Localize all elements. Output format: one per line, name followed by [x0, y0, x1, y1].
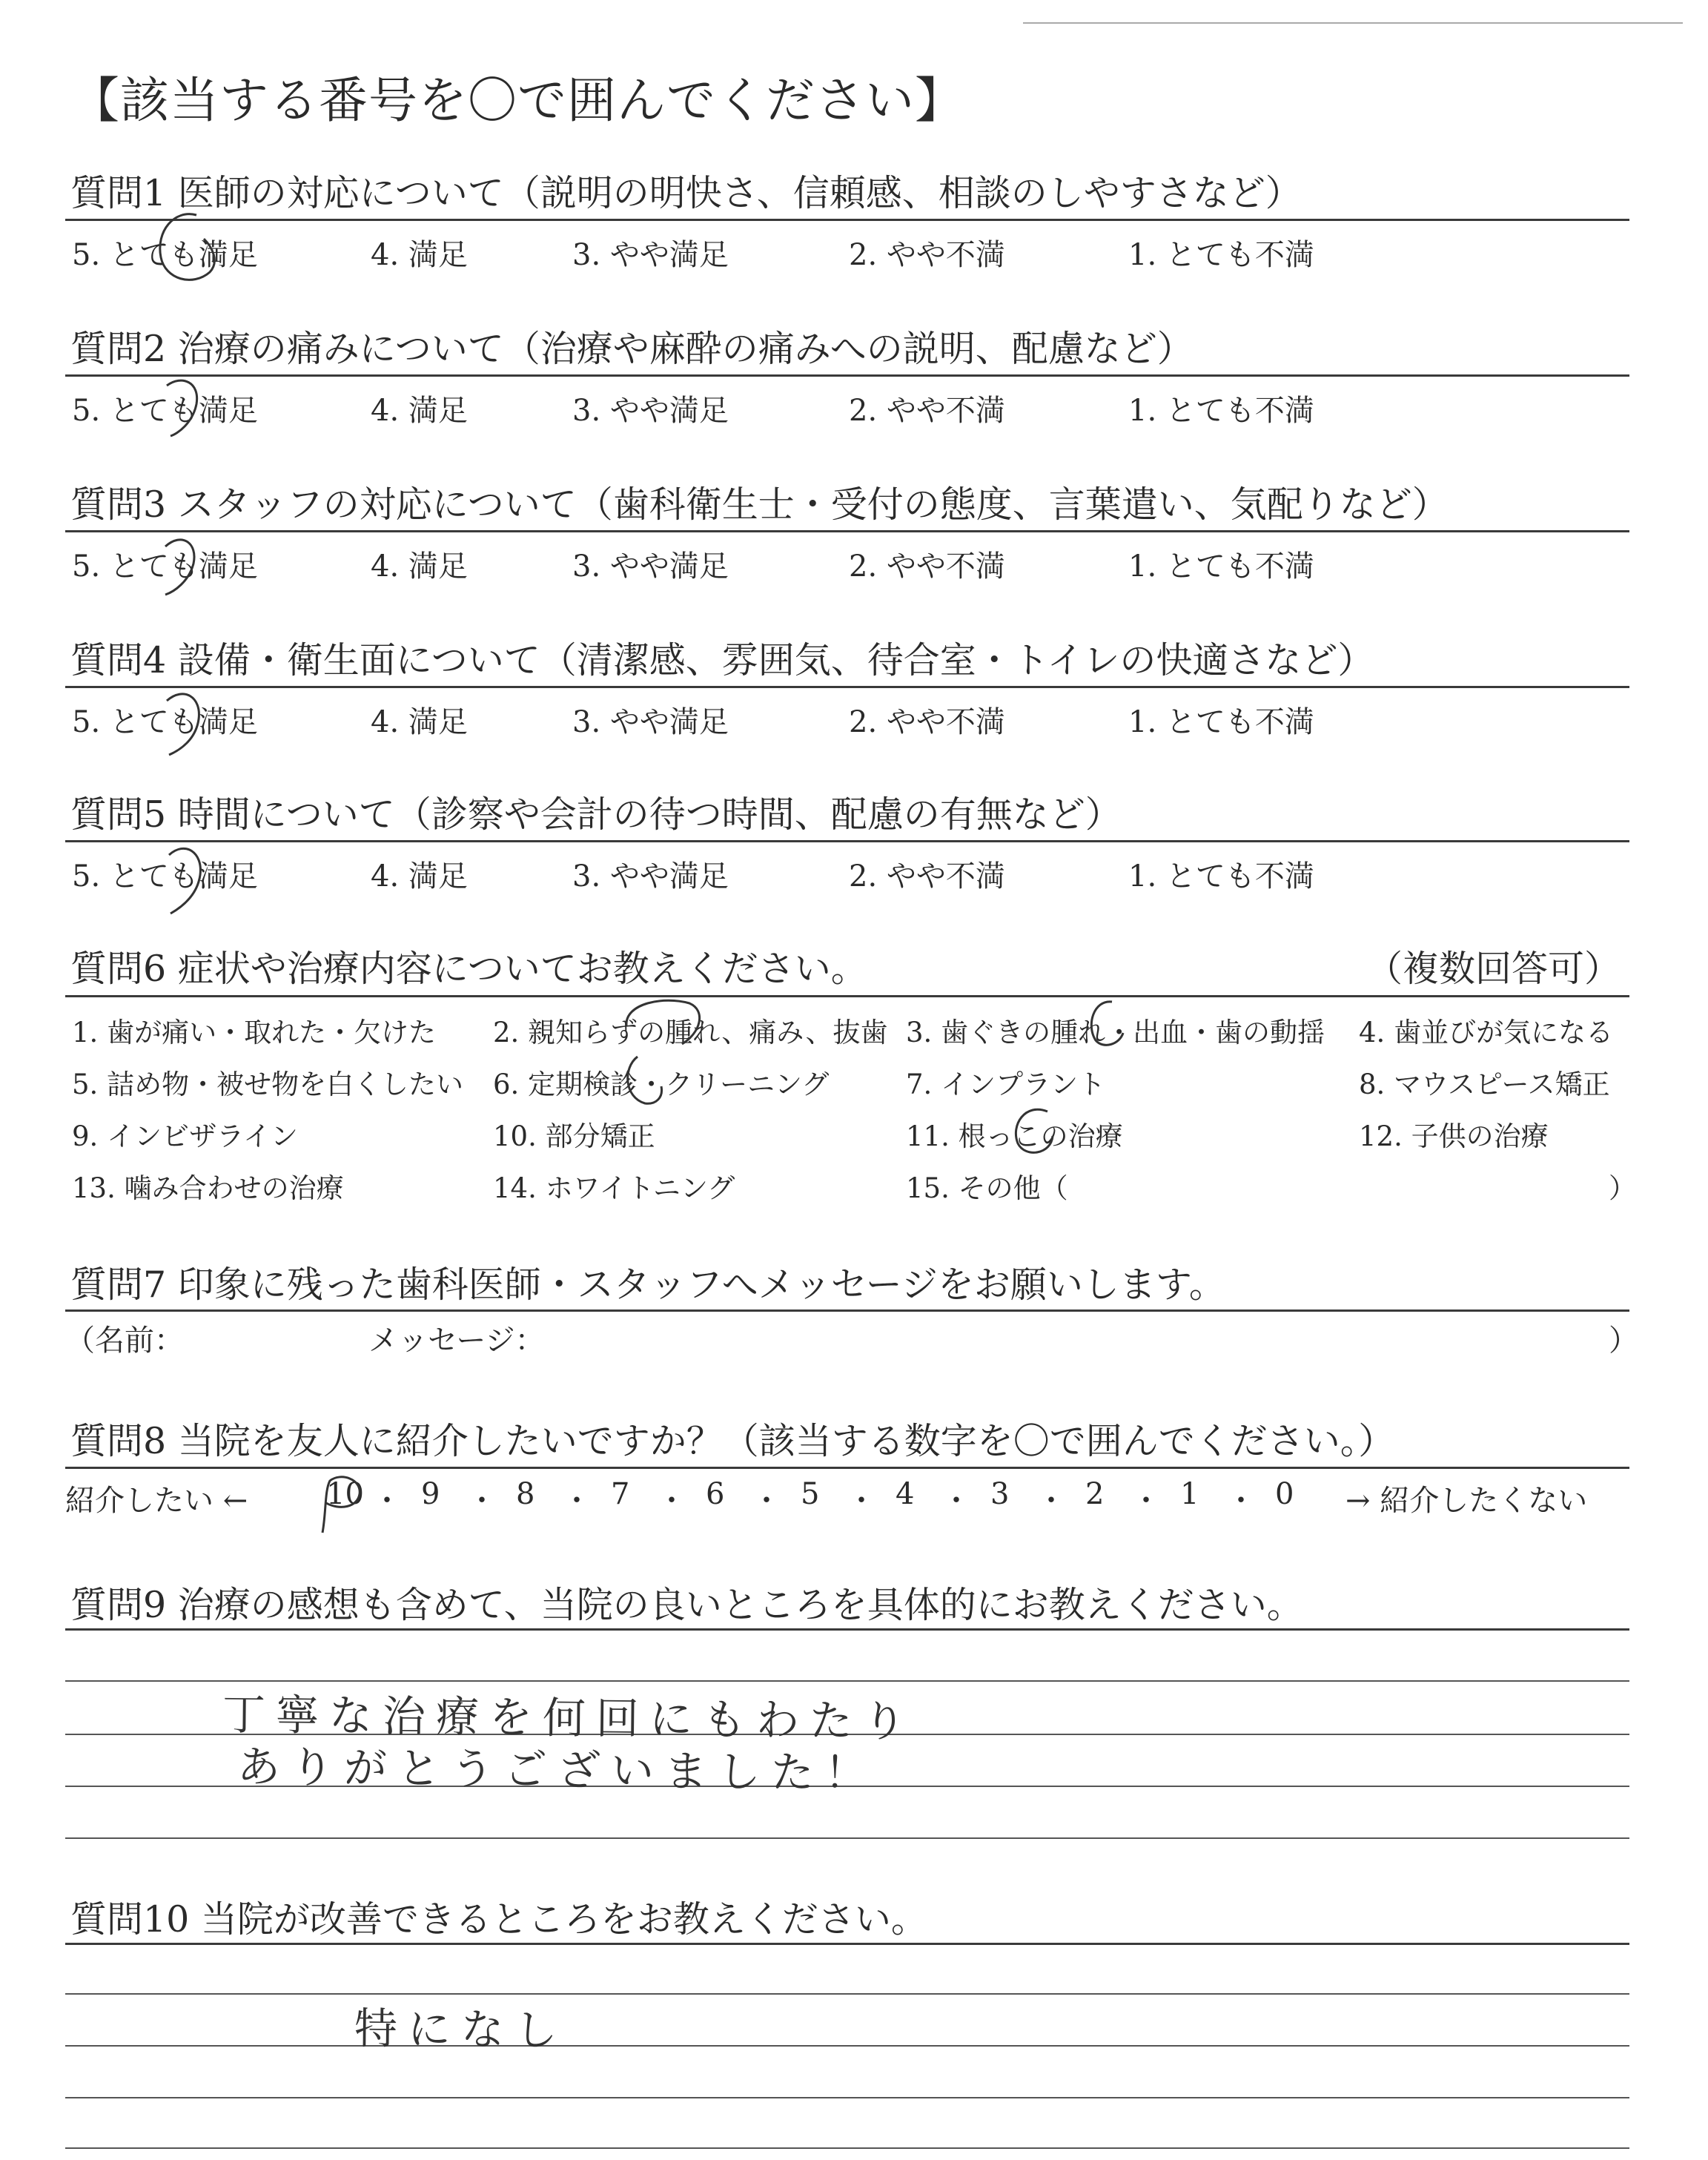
q5-option-2[interactable]: 2. やや不満 — [849, 859, 1005, 894]
q10-answer-line-1 — [65, 1993, 1629, 1995]
q4-option-3[interactable]: 3. やや満足 — [572, 705, 729, 739]
q6-other-close-paren: ） — [1609, 1172, 1636, 1204]
q9-answer-line-4 — [65, 1837, 1629, 1839]
question-10: 質問10 当院が改善できるところをお教えください。 — [70, 1898, 927, 1941]
q8-scale-number[interactable]: 3 — [990, 1477, 1010, 1511]
q8-scale-separator: ・ — [847, 1484, 876, 1518]
q3-option-1[interactable]: 1. とても不満 — [1128, 549, 1314, 584]
q6-option-8[interactable]: 8. マウスピース矯正 — [1359, 1069, 1610, 1100]
q6-option-10[interactable]: 10. 部分矯正 — [493, 1120, 655, 1152]
q8-scale-number[interactable]: 4 — [896, 1477, 915, 1511]
q3-option-3[interactable]: 3. やや満足 — [572, 549, 729, 584]
q6-option-4[interactable]: 4. 歯並びが気になる — [1359, 1017, 1614, 1048]
q6-option-1[interactable]: 1. 歯が痛い・取れた・欠けた — [72, 1017, 437, 1048]
q6-option-11[interactable]: 11. 根っこの治療 — [906, 1120, 1123, 1152]
q6-option-7[interactable]: 7. インプラント — [906, 1069, 1106, 1100]
q8-underline — [65, 1467, 1629, 1469]
q5-option-4[interactable]: 4. 満足 — [371, 859, 468, 894]
q8-scale-number[interactable]: 2 — [1085, 1477, 1105, 1511]
q7-name-label: （名前： — [65, 1324, 184, 1358]
q10-handwritten-line-1: 特になし — [354, 2003, 569, 2056]
q6-option-15[interactable]: 15. その他（ — [906, 1172, 1068, 1204]
q1-hand-circle — [152, 209, 226, 291]
q6-option-5[interactable]: 5. 詰め物・被せ物を白くしたい — [72, 1069, 464, 1100]
q5-option-3[interactable]: 3. やや満足 — [572, 859, 729, 894]
q3-option-5[interactable]: 5. とても満足 — [72, 549, 258, 584]
question-3: 質問3 スタッフの対応について（歯科衛生士・受付の態度、言葉遣い、気配りなど） — [70, 483, 1449, 526]
q1-option-4[interactable]: 4. 満足 — [371, 238, 468, 272]
q7-message-label[interactable]: メッセージ： — [368, 1324, 545, 1358]
q2-option-1[interactable]: 1. とても不満 — [1128, 394, 1314, 428]
q8-scale-number[interactable]: 1 — [1180, 1477, 1199, 1511]
q3-underline — [65, 530, 1629, 532]
q3-option-4[interactable]: 4. 満足 — [371, 549, 468, 584]
q1-option-5[interactable]: 5. とても満足 — [72, 238, 258, 272]
q8-scale-separator: ・ — [752, 1484, 781, 1518]
q7-close-paren: ） — [1609, 1324, 1638, 1358]
question-2: 質問2 治療の痛みについて（治療や麻酔の痛みへの説明、配慮など） — [70, 328, 1194, 370]
question-8: 質問8 当院を友人に紹介したいですか？（該当する数字を〇で囲んでください。） — [70, 1420, 1395, 1462]
q8-scale-separator: ・ — [657, 1484, 686, 1518]
q8-scale-number[interactable]: 0 — [1275, 1477, 1294, 1511]
q2-hand-check — [156, 371, 222, 445]
q6-option-9[interactable]: 9. インビザライン — [72, 1120, 298, 1152]
q10-underline — [65, 1943, 1629, 1945]
q2-option-3[interactable]: 3. やや満足 — [572, 394, 729, 428]
page-title: 【該当する番号を〇で囲んでください】 — [70, 72, 964, 129]
q1-option-2[interactable]: 2. やや不満 — [849, 238, 1005, 272]
q1-underline — [65, 219, 1629, 221]
q1-option-3[interactable]: 3. やや満足 — [572, 238, 729, 272]
q8-scale-number[interactable]: 8 — [516, 1477, 535, 1511]
question-4: 質問4 設備・衛生面について（清潔感、雰囲気、待合室・トイレの快適さなど） — [70, 639, 1374, 681]
q8-left-label: 紹介したい ← — [65, 1484, 248, 1518]
q7-underline — [65, 1309, 1629, 1312]
q8-scale-separator: ・ — [562, 1484, 592, 1518]
q9-handwritten-line-2: ありがとうございました！ — [236, 1741, 878, 1799]
q6-option-12[interactable]: 12. 子供の治療 — [1359, 1120, 1549, 1152]
q6-option-2[interactable]: 2. 親知らずの腫れ、痛み、抜歯 — [493, 1017, 888, 1048]
q8-scale-separator: ・ — [1131, 1484, 1161, 1518]
q9-underline — [65, 1628, 1629, 1631]
question-5: 質問5 時間について（診察や会計の待つ時間、配慮の有無など） — [70, 793, 1122, 836]
q2-underline — [65, 374, 1629, 377]
q4-hand-check — [156, 682, 222, 764]
q1-option-1[interactable]: 1. とても不満 — [1128, 238, 1314, 272]
q9-handwritten-line-1: 丁寧な治療を何回にもわたり — [222, 1689, 917, 1747]
q6-option-3[interactable]: 3. 歯ぐきの腫れ・出血・歯の動揺 — [906, 1017, 1325, 1048]
q6-hand-circle-option-3 — [1082, 996, 1134, 1055]
q2-option-4[interactable]: 4. 満足 — [371, 394, 468, 428]
q5-option-1[interactable]: 1. とても不満 — [1128, 859, 1314, 894]
q8-scale-number[interactable]: 7 — [611, 1477, 630, 1511]
q3-hand-check — [152, 528, 219, 602]
q10-answer-line-2 — [65, 2045, 1629, 2047]
q8-scale-number[interactable]: 9 — [421, 1477, 440, 1511]
question-9: 質問9 治療の感想も含めて、当院の良いところを具体的にお教えください。 — [70, 1584, 1303, 1626]
q2-option-5[interactable]: 5. とても満足 — [72, 394, 258, 428]
q6-option-6[interactable]: 6. 定期検診・クリーニング — [493, 1069, 830, 1100]
q8-scale-number[interactable]: 10 — [326, 1477, 364, 1511]
q8-scale-number[interactable]: 5 — [801, 1477, 820, 1511]
q8-scale-separator: ・ — [467, 1484, 497, 1518]
question-1: 質問1 医師の対応について（説明の明快さ、信頼感、相談のしやすさなど） — [70, 172, 1302, 214]
q6-hand-circle-option-11 — [1007, 1103, 1066, 1162]
q3-option-2[interactable]: 2. やや不満 — [849, 549, 1005, 584]
q8-hand-circle-10 — [304, 1472, 371, 1539]
q2-option-2[interactable]: 2. やや不満 — [849, 394, 1005, 428]
q6-underline — [65, 995, 1629, 997]
q8-scale-separator: ・ — [941, 1484, 971, 1518]
q8-scale-separator: ・ — [372, 1484, 402, 1518]
q6-option-14[interactable]: 14. ホワイトニング — [493, 1172, 735, 1204]
q5-option-5[interactable]: 5. とても満足 — [72, 859, 258, 894]
q6-option-13[interactable]: 13. 噛み合わせの治療 — [72, 1172, 344, 1204]
q8-scale-separator: ・ — [1226, 1484, 1256, 1518]
q8-scale-number[interactable]: 6 — [706, 1477, 725, 1511]
q10-answer-line-3 — [65, 2097, 1629, 2098]
q4-underline — [65, 686, 1629, 688]
q4-option-2[interactable]: 2. やや不満 — [849, 705, 1005, 739]
q5-hand-check — [156, 836, 222, 922]
q6-hand-circle-option-6 — [615, 1046, 675, 1112]
q4-option-5[interactable]: 5. とても満足 — [72, 705, 258, 739]
q4-option-1[interactable]: 1. とても不満 — [1128, 705, 1314, 739]
q10-answer-line-4 — [65, 2147, 1629, 2149]
scan-edge-line — [1023, 22, 1683, 24]
q8-right-label: → 紹介したくない — [1345, 1484, 1588, 1518]
question-7: 質問7 印象に残った歯科医師・スタッフへメッセージをお願いします。 — [70, 1264, 1225, 1306]
q4-option-4[interactable]: 4. 満足 — [371, 705, 468, 739]
q5-underline — [65, 840, 1629, 842]
question-6: 質問6 症状や治療内容についてお教えください。 — [70, 948, 867, 990]
q6-multiple-answer-note: （複数回答可） — [1366, 948, 1621, 990]
q8-scale-separator: ・ — [1036, 1484, 1066, 1518]
